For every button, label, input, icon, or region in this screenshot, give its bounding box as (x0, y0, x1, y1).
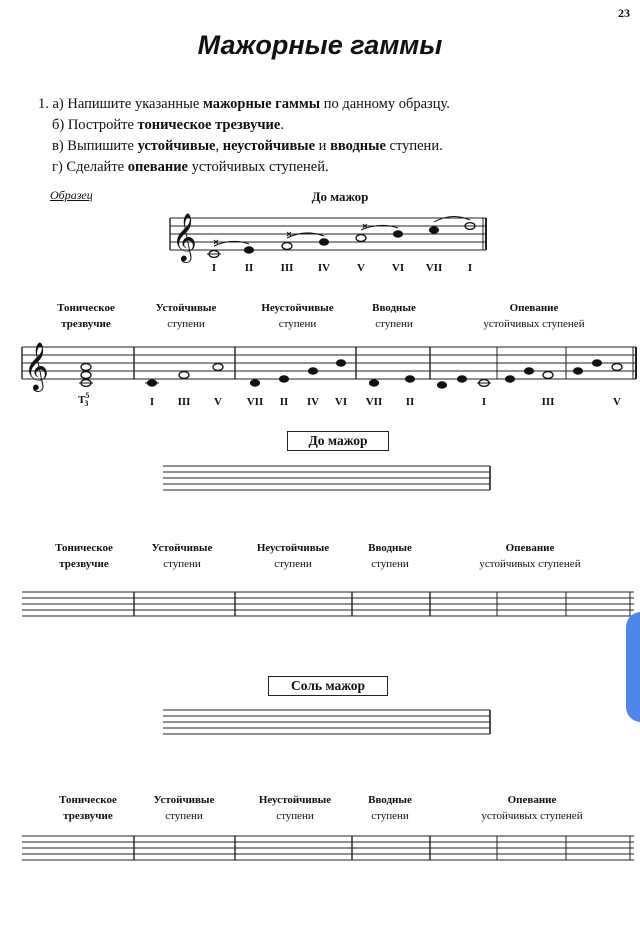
degree-label: VII (425, 262, 443, 274)
task-c-text: в) Выпишите (52, 138, 138, 154)
degree-label: V (357, 262, 365, 274)
example-section-notes (79, 360, 622, 388)
task-c-bold3: вводные (330, 138, 386, 154)
note-head (429, 227, 438, 233)
task-c-bold1: устойчивые (137, 138, 216, 154)
side-scroll-tab[interactable] (626, 612, 640, 722)
note-head (356, 235, 366, 242)
exercise1-sections-staff[interactable] (22, 592, 634, 616)
task-d-bold: опевание (127, 159, 188, 175)
degree-label: VI (391, 262, 405, 274)
degree-label: I (149, 396, 155, 408)
task-number: 1. (38, 96, 49, 112)
header-tonic-triad: Тоническое трезвучие (57, 302, 115, 330)
degree-label: VII (365, 396, 383, 408)
header-stable: Устойчивые ступени (151, 542, 213, 570)
degree-label: I (481, 396, 487, 408)
page-title: Мажорные гаммы (197, 30, 443, 60)
exercise2-key-box: Соль мажор (268, 676, 388, 696)
degree-label: I (211, 262, 217, 274)
header-tonic-triad: Тоническое трезвучие (55, 542, 113, 570)
example-scale-notes (207, 216, 475, 257)
degree-label: IV (317, 262, 331, 274)
task-d-suffix: устойчивых ступеней. (187, 159, 329, 175)
header-leading: Вводные ступени (372, 302, 416, 330)
example-scale-staff (170, 218, 486, 250)
degree-label: II (244, 262, 254, 274)
degree-label: II (279, 396, 289, 408)
example-sections-staff (22, 347, 636, 379)
degree-label: III (177, 396, 191, 408)
header-leading: Вводные ступени (368, 794, 412, 822)
degree-label: VI (334, 396, 348, 408)
degree-label: V (214, 396, 222, 408)
task-c-bold2: неустойчивые (222, 138, 316, 154)
note-head (393, 231, 402, 237)
exercise2-sections-staff[interactable] (22, 836, 634, 860)
degree-label: III (280, 262, 294, 274)
treble-clef-icon: 𝄞 (172, 212, 197, 261)
header-tonic-triad: Тоническое трезвучие (59, 794, 117, 822)
degree-label: III (541, 396, 555, 408)
header-encircle: Опевание устойчивых ступеней (481, 794, 583, 822)
degree-label: I (467, 262, 473, 274)
degree-label: V (613, 396, 621, 408)
task-c-suffix: ступени. (385, 138, 443, 154)
degree-label: VII (246, 396, 264, 408)
note-head (319, 239, 328, 245)
header-unstable: Неустойчивые ступени (258, 794, 332, 822)
header-unstable: Неустойчивые ступени (261, 302, 334, 330)
tonic-triad-label: $T^5_3$ (78, 391, 90, 408)
header-unstable: Неустойчивые ступени (256, 542, 330, 570)
task-c-sep1: , (215, 138, 223, 154)
task-a-text: а) Напишите указанные (52, 96, 203, 112)
example-key-title: До мажор (311, 189, 369, 204)
task-b-text: б) Постройте (52, 117, 138, 133)
header-stable: Устойчивые ступени (153, 794, 215, 822)
exercise2-scale-staff[interactable] (163, 710, 490, 734)
task-b-suffix: . (280, 117, 284, 133)
exercise1-key-box: До мажор (287, 431, 389, 451)
header-encircle: Опевание устойчивых ступеней (479, 542, 581, 570)
treble-clef-icon: 𝄞 (24, 341, 49, 390)
degree-label: IV (306, 396, 320, 408)
header-leading: Вводные ступени (368, 542, 412, 570)
page-number: 23 (618, 6, 630, 20)
task-c-sep2: и (315, 138, 331, 154)
note-head (244, 247, 253, 253)
exercise1-scale-staff[interactable] (163, 466, 490, 490)
degree-label: II (405, 396, 415, 408)
header-stable: Устойчивые ступени (155, 302, 217, 330)
task-d-text: г) Сделайте (52, 159, 128, 175)
note-head (282, 243, 292, 250)
task-a-bold: мажорные гаммы (202, 96, 321, 112)
task-b-bold: тоническое трезвучие (137, 117, 281, 133)
header-encircle: Опевание устойчивых ступеней (483, 302, 585, 330)
example-label: Образец (50, 188, 93, 202)
task-a-suffix: по данному образцу. (320, 96, 450, 112)
